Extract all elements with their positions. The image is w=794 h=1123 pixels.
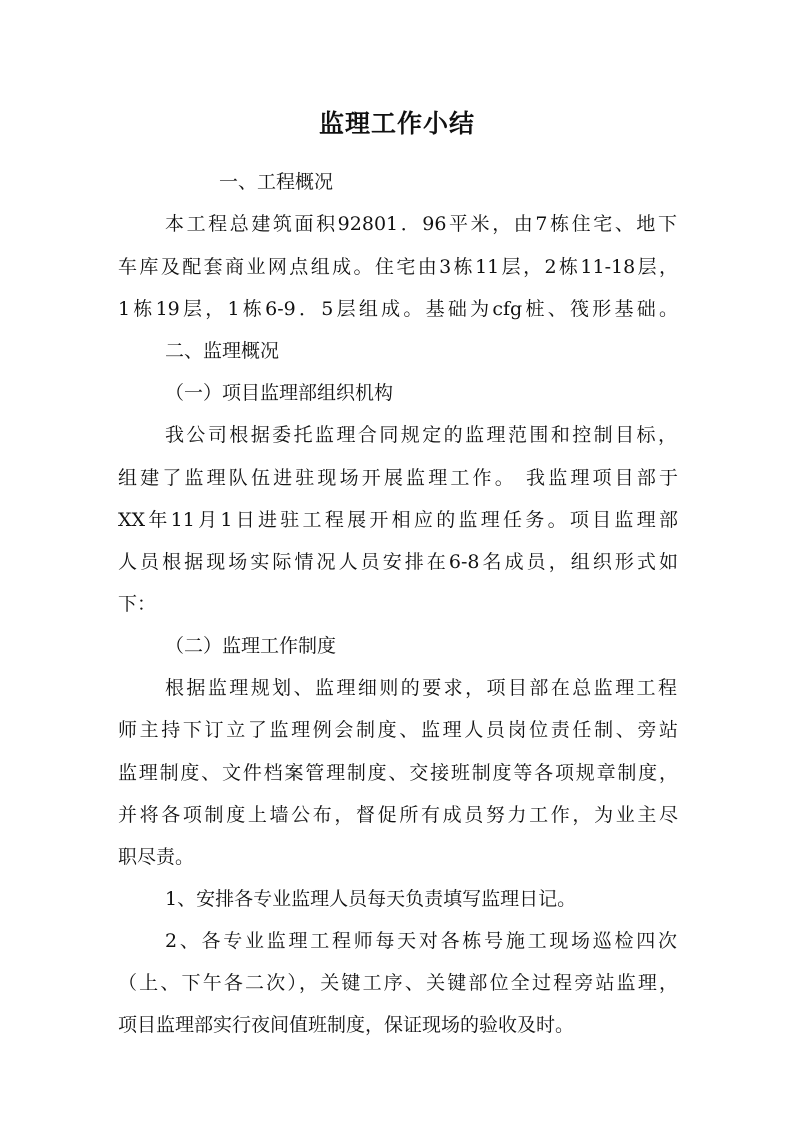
section-heading-supervision-overview: 二、监理概况 [165,340,280,362]
paragraph-line: （上、下午各二次），关键工序、关键部位全过程旁站监理， [118,972,678,994]
paragraph-line: 根据监理规划、监理细则的要求，项目部在总监理工程 [165,677,677,699]
paragraph-line: 车库及配套商业网点组成。住宅由3栋11层，2栋11-18层， [118,256,678,278]
paragraph-line: 并将各项制度上墙公布，督促所有成员努力工作，为业主尽 [118,804,678,826]
paragraph-line: 我公司根据委托监理合同规定的监理范围和控制目标， [165,424,677,446]
paragraph-line: 本工程总建筑面积92801．96平米，由7栋住宅、地下 [165,213,677,235]
subsection-heading-organization: （一）项目监理部组织机构 [165,382,394,404]
paragraph-line: 监理制度、文件档案管理制度、交接班制度等各项规章制度， [118,762,678,784]
paragraph-line: XX年11月1日进驻工程展开相应的监理任务。项目监理部 [118,509,678,531]
document-title: 监理工作小结 [318,109,475,138]
paragraph-line: 职尽责。 [118,846,195,868]
paragraph-line: 下： [118,593,157,615]
paragraph-line: 人员根据现场实际情况人员安排在6-8名成员，组织形式如 [118,551,678,573]
subsection-heading-work-system: （二）监理工作制度 [165,635,337,657]
paragraph-line: 项目监理部实行夜间值班制度，保证现场的验收及时。 [118,1014,575,1036]
list-item: 2、各专业监理工程师每天对各栋号施工现场巡检四次 [165,930,677,952]
paragraph-line: 1栋19层，1栋6-9．5层组成。基础为cfg桩、筏形基础。 [118,298,678,320]
list-item: 1、安排各专业监理人员每天负责填写监理日记。 [165,888,577,910]
paragraph-line: 组建了监理队伍进驻现场开展监理工作。 我监理项目部于 [118,467,678,489]
section-heading-project-overview: 一、工程概况 [219,171,334,193]
paragraph-line: 师主持下订立了监理例会制度、监理人员岗位责任制、旁站 [118,719,678,741]
